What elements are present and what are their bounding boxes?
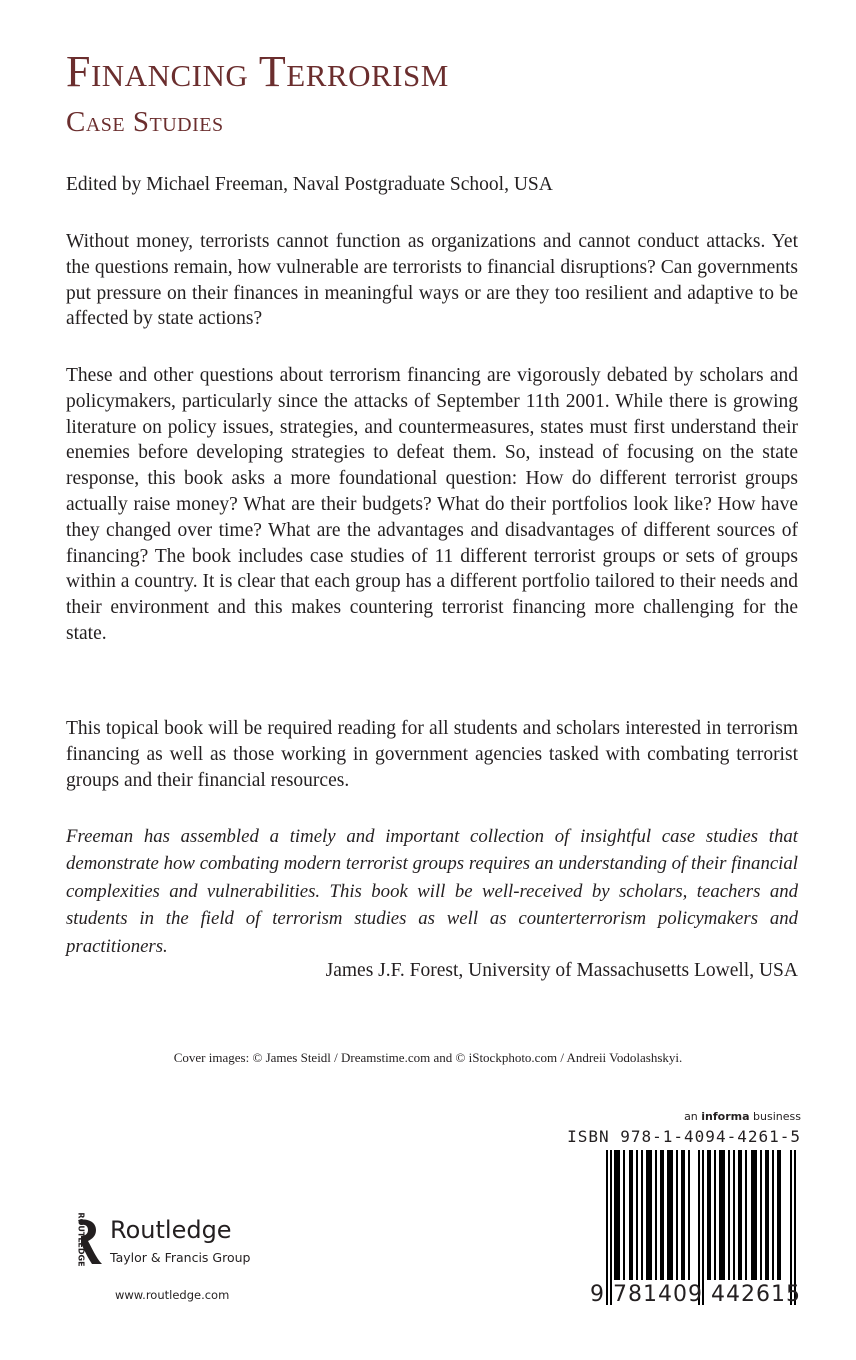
informa-suffix: business — [749, 1110, 801, 1123]
informa-prefix: an — [684, 1110, 702, 1123]
isbn-label: ISBN 978-1-4094-4261-5 — [567, 1127, 801, 1146]
routledge-r-icon — [66, 1218, 106, 1266]
publisher-url: www.routledge.com — [115, 1288, 230, 1302]
cover-image-credits: Cover images: © James Steidl / Dreamstime.com and © iStockphoto.com / Andreii Vodolashskyi. — [173, 1050, 683, 1065]
description-paragraph-2: These and other questions about terrorism financing are vigorously debated by scholars and policymakers, particularly since the attacks of September 11th 2001. While there is growing literature on policy issues, strategies, and countermeasures, states must first understand their enemies before developing strategies to defeat them. So, instead of focusing on the state response, this book asks a more foundational question: How do different terrorist groups actually raise money? What are their budgets? What do their portfolios look like? How have they changed over time? What are the advantages and disadvantages of different sources of financing? The book includes case studies of 11 different terrorist groups or sets of groups within a country. It is clear that each group has a different portfolio tailored to their needs and their environment and this makes countering terrorist financing more challenging for the state. — [66, 365, 798, 644]
description-paragraph-3: This topical book will be required reading for all students and scholars interested in terrorism financing as well as those working in government agencies tasked with combating terrorist groups and their financial resources. — [66, 718, 798, 791]
informa-tagline — [684, 1110, 801, 1123]
informa-bold: informa — [701, 1110, 750, 1123]
book-subtitle: Case Studies — [66, 106, 224, 138]
description-paragraph-1: Without money, terrorists cannot function as organizations and cannot conduct attacks. Yet the questions remain, how vulnerable are terrorists to financial disruptions? Can governments put pressure on their finances in meaningful ways or are they too resilient and adaptive to be affected by state actions? — [66, 231, 798, 330]
routledge-logo — [66, 1212, 296, 1268]
barcode-digits: 9 781409 442615 — [590, 1282, 801, 1307]
routledge-vertical-wordmark: ROUTLEDGE — [76, 1212, 86, 1267]
endorsement-attribution: James J.F. Forest, University of Massachusetts Lowell, USA — [325, 960, 798, 981]
book-title: Financing Terrorism — [66, 47, 449, 96]
publisher-name: Routledge — [110, 1216, 232, 1244]
publisher-group: Taylor & Francis Group — [110, 1250, 251, 1265]
endorsement-quote: Freeman has assembled a timely and important collection of insightful case studies that demonstrate how combating modern terrorist groups requires an understanding of their financial complexities and vulnerabilities. This book will be well-received by scholars, teachers and students in the field of terrorism studies as well as counterterrorism policymakers and practitioners. — [66, 826, 798, 957]
editor-line: Edited by Michael Freeman, Naval Postgraduate School, USA — [66, 174, 553, 195]
